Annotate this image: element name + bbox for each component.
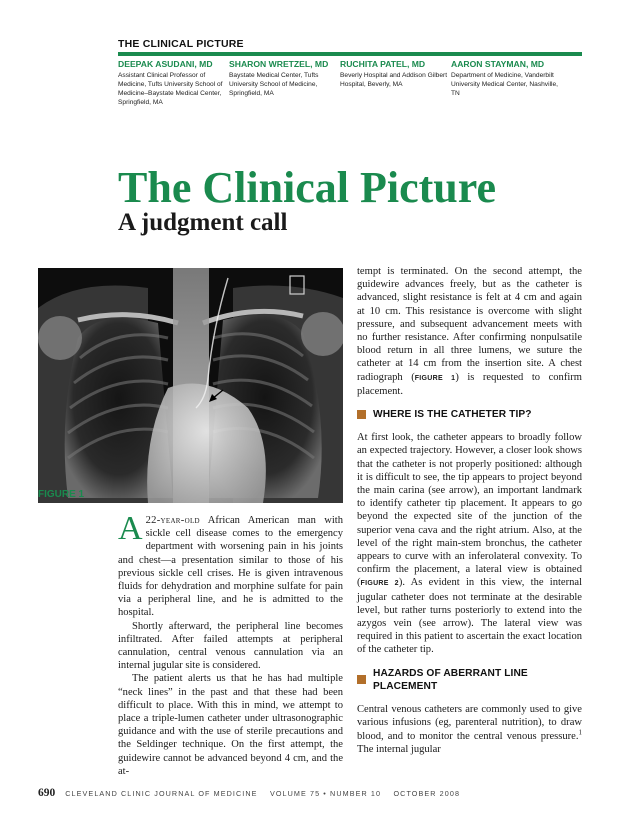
paragraph-text: African American man with sickle cell disease comes to the emergency department with worsening pain in his joints and chest—a presentation similar to those of his previous sickle cell crises. He is given intravenous fluids for dehydration and morphine sulfate for pain via a peripheral line, and he is admitted to the hospital.	[118, 515, 343, 619]
heading-text: HAZARDS OF ABERRANT LINE PLACEMENT	[373, 667, 528, 692]
page-number: 690	[38, 787, 56, 799]
right-column	[357, 265, 582, 756]
lead-in: 22-year-old	[145, 515, 200, 526]
issue-number: NUMBER 10	[330, 789, 382, 798]
page-footer	[38, 787, 598, 799]
paragraph-text: ). As evident in this view, the internal jugular catheter does not terminate at the desirable level, but rather turns posteriorly to extend into the azygos vein (see arrow). The lateral view was required in this patient to ascertain the exact location of the catheter tip.	[357, 577, 582, 656]
issue-date: OCTOBER 2008	[393, 789, 461, 798]
author-2	[229, 59, 340, 107]
author-name: RUCHITA PATEL, MD	[340, 59, 426, 69]
figure-label: FIGURE 1	[38, 489, 85, 500]
left-column	[118, 510, 343, 778]
article-title: The Clinical Picture	[118, 163, 497, 212]
paragraph-2: Shortly afterward, the peripheral line becomes infiltrated. After failed attempts at peripheral cannulation, central venous cannulation via an internal jugular site is considered.	[118, 620, 343, 672]
article-subtitle: A judgment call	[118, 209, 288, 236]
author-3	[340, 59, 451, 107]
volume: VOLUME 75	[269, 789, 321, 798]
chest-radiograph-drawing	[38, 268, 343, 503]
drop-cap: A	[118, 510, 143, 547]
paragraph-text: tempt is terminated. On the second attempt, the guidewire advances freely, but as the catheter is advanced, slight resistance is felt at 4 cm and again at 10 cm. This resistance is overcome with slight pressure, and subsequent advancement meets with no further resistance. After confirming nonpulsatile blood return in all three lumens, we suture the catheter at 14 cm from the insertion site. A chest radiograph (	[357, 266, 582, 383]
header-rule	[118, 52, 582, 56]
journal-name: CLEVELAND CLINIC JOURNAL OF MEDICINE	[65, 789, 258, 798]
figure-reference: FIGURE 2	[360, 580, 399, 588]
chest-radiograph-image	[38, 268, 343, 503]
paragraph-text: At first look, the catheter appears to broadly follow an expected trajectory. However, a closer look shows that the catheter is not properly positioned: although it is difficult to see, the tip appears to project beyond the main carina (see arrow), an important landmark to identify catheter tip placement. It appears to go beyond the expected site of the junction of the superior vena cava and the right atrium. Also, at the level of the right main-stem bronchus, the catheter appears to curve with an inferolateral convexity. To confirm the placement, a lateral view is obtained (	[357, 432, 582, 589]
author-affiliation: Beverly Hospital and Addison Gilbert Hospital, Beverly, MA	[340, 72, 448, 88]
heading-square-icon	[357, 410, 366, 419]
citation-superscript: 1	[578, 727, 582, 736]
paragraph-5	[357, 431, 582, 656]
paragraph-6	[357, 703, 582, 756]
author-name: SHARON WRETZEL, MD	[229, 59, 329, 69]
paragraph-text: The internal jugular	[357, 743, 441, 755]
paragraph-text: Central venous catheters are commonly used to give various infusions (eg, parenteral nutrition), to draw blood, and to monitor the central venous pressure.	[357, 704, 582, 742]
section-heading	[357, 667, 582, 693]
heading-text: WHERE IS THE CATHETER TIP?	[373, 409, 532, 421]
paragraph-text: ) is requested to confirm placement.	[357, 371, 582, 397]
author-name: AARON STAYMAN, MD	[451, 59, 545, 69]
heading-square-icon	[357, 675, 366, 684]
paragraph-4	[357, 265, 582, 398]
section-heading	[357, 408, 582, 421]
author-list	[118, 59, 588, 107]
author-affiliation: Baystate Medical Center, Tufts University School of Medicine, Springfield, MA	[229, 72, 319, 97]
author-affiliation: Assistant Clinical Professor of Medicine, Tufts University School of Medicine–Baystate Medical Center, Springfield, MA	[118, 72, 223, 106]
figure-reference: FIGURE 1	[414, 374, 456, 382]
author-name: DEEPAK ASUDANI, MD	[118, 59, 213, 69]
bullet-separator: •	[323, 789, 327, 798]
author-1	[118, 59, 229, 107]
author-affiliation: Department of Medicine, Vanderbilt University Medical Center, Nashville, TN	[451, 72, 559, 97]
author-4	[451, 59, 562, 107]
paragraph-1	[118, 510, 343, 620]
paragraph-3: The patient alerts us that he has had multiple “neck lines” in the past and that these had been difficult to place. With this in mind, we attempt to place a triple-lumen catheter under ultrasonographic guidance and with the use of sterile precautions and the Seldinger technique. On the first attempt, the guidewire cannot be advanced beyond 4 cm, and the at-	[118, 673, 343, 777]
section-label: THE CLINICAL PICTURE	[118, 38, 244, 50]
